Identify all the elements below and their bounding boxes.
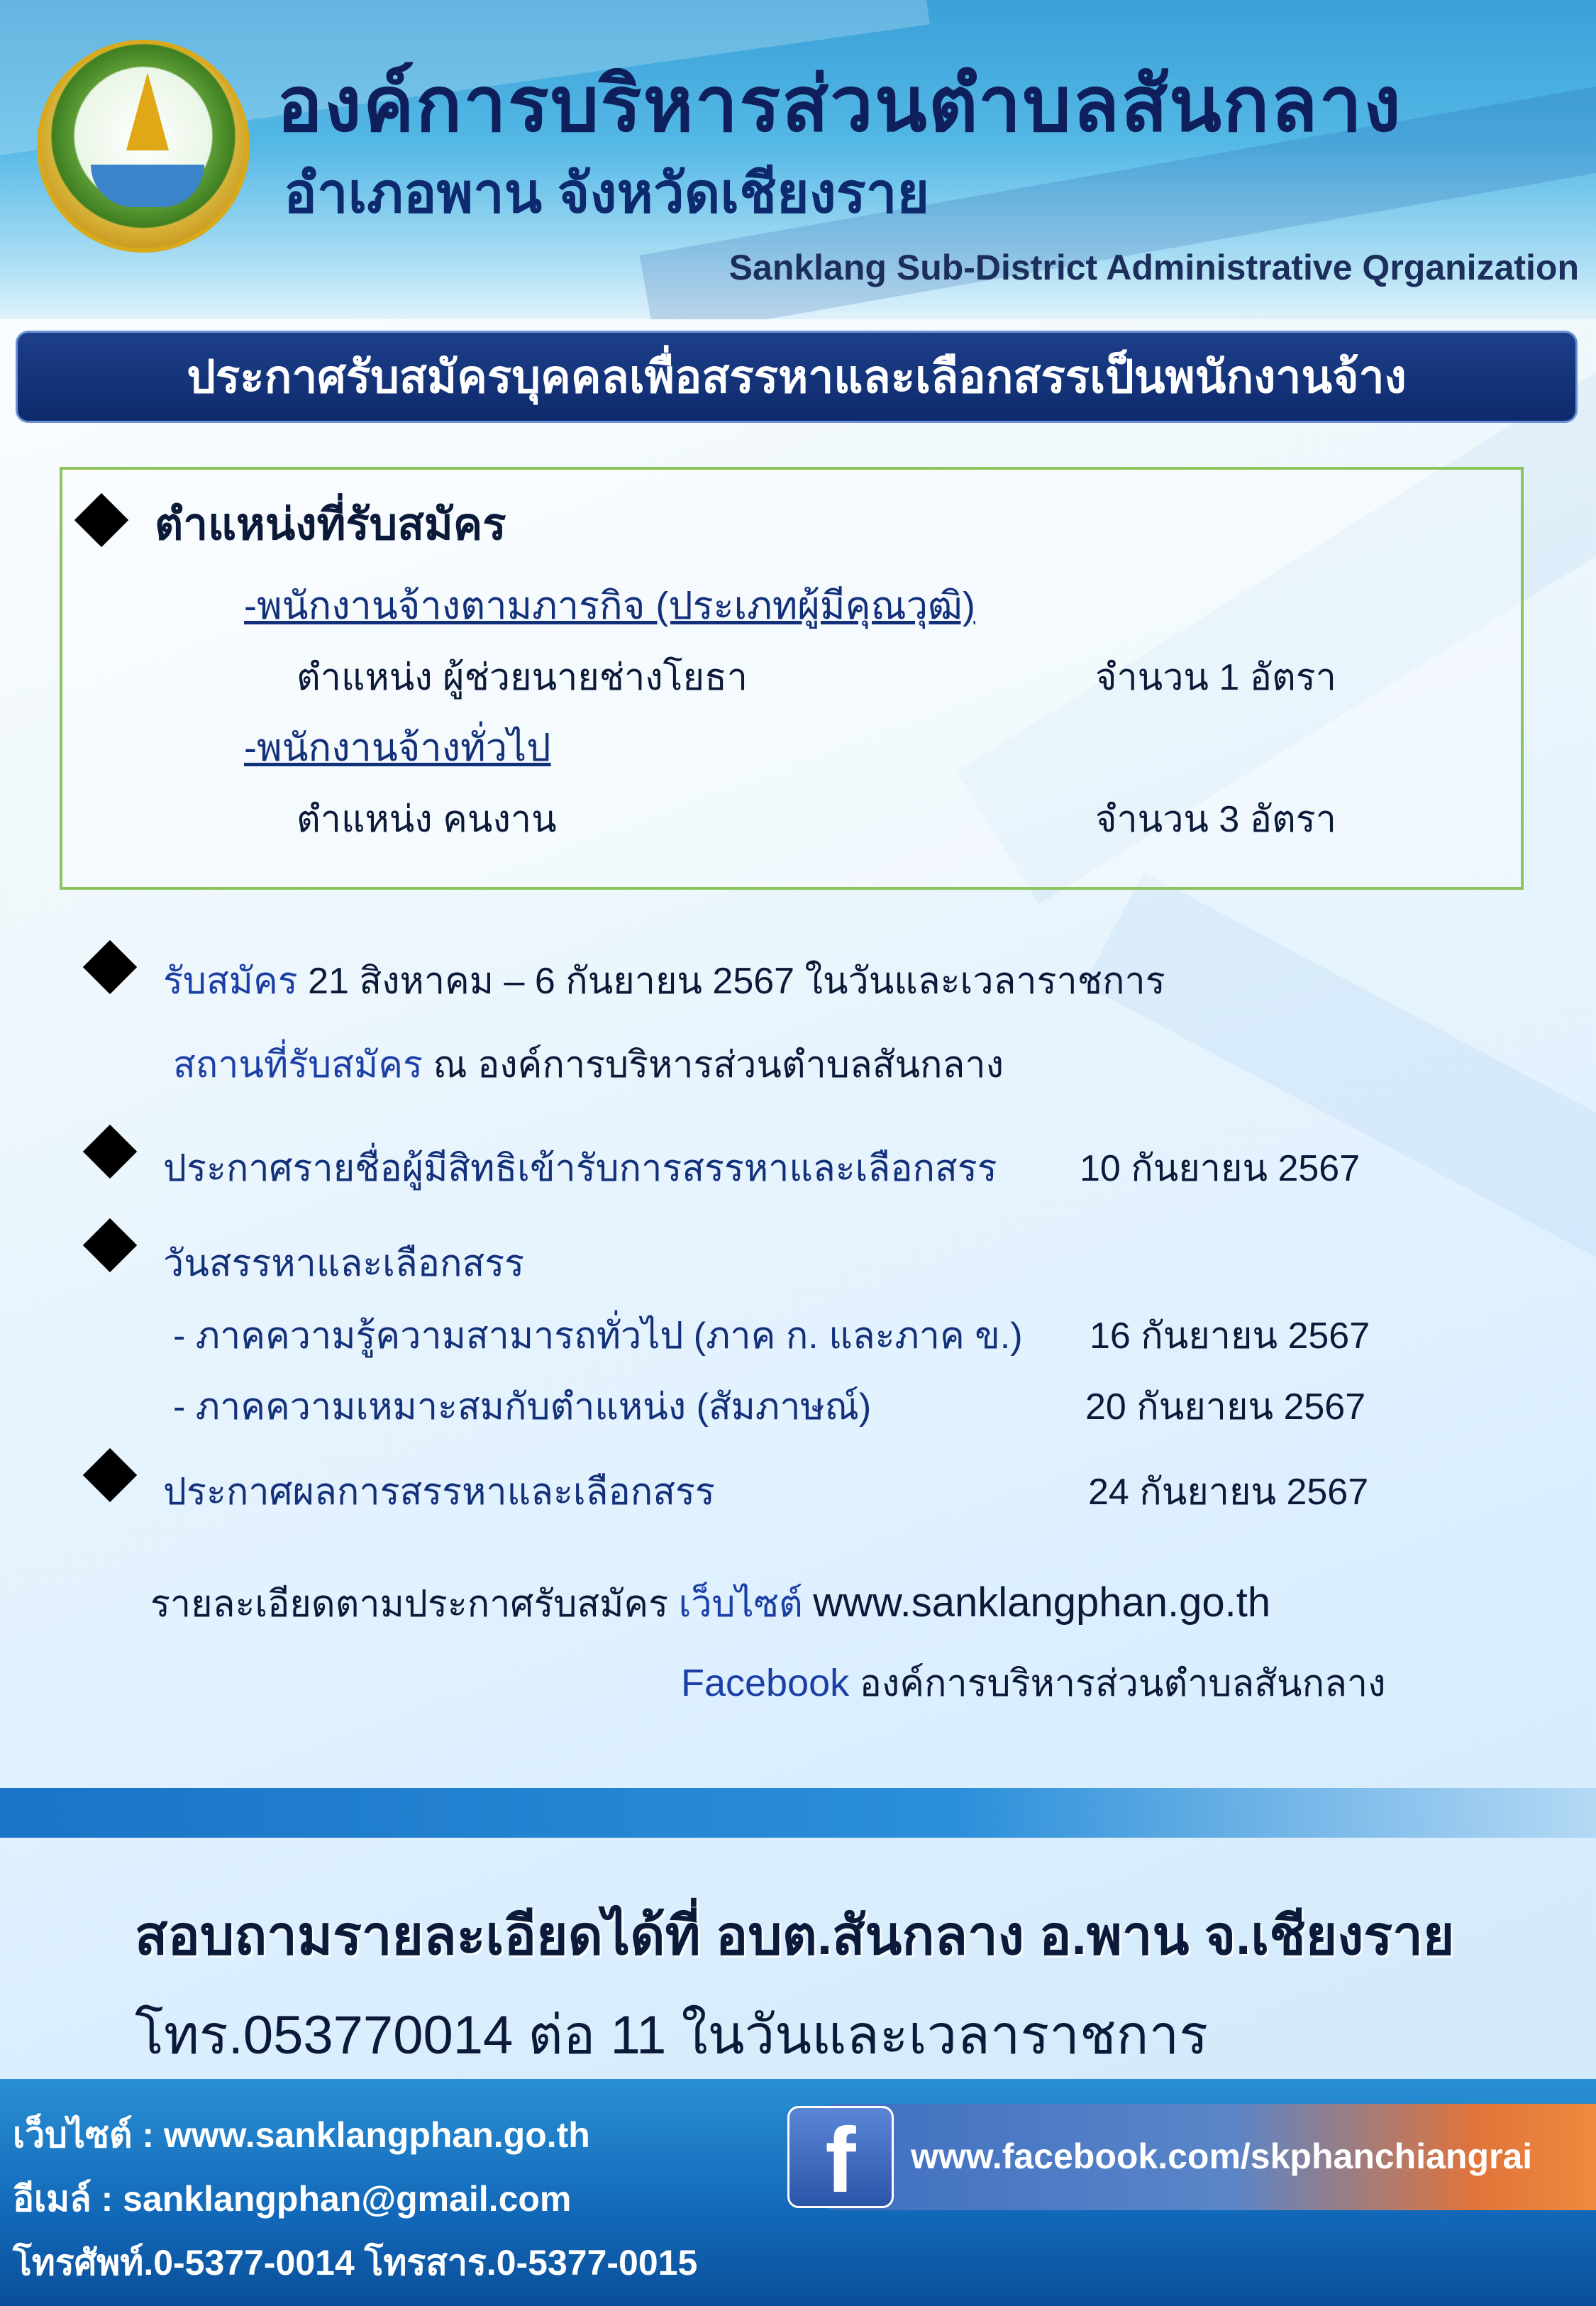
position-count: จำนวน 1 อัตรา	[1095, 657, 1336, 698]
application-place: ณ องค์การบริหารส่วนตำบลสันกลาง	[433, 1044, 1004, 1086]
details-prefix: รายละเอียดตามประกาศรับสมัคร	[150, 1584, 669, 1625]
organization-title: องค์การบริหารส่วนตำบลสันกลาง	[277, 61, 1402, 147]
footer-website[interactable]: เว็บไซต์ : www.sanklangphan.go.th	[13, 2115, 590, 2155]
position-category: -พนักงานจ้างตามภารกิจ (ประเภทผู้มีคุณวุฒิ)	[244, 585, 975, 627]
position-count: จำนวน 3 อัตรา	[1095, 799, 1336, 840]
facebook-icon[interactable]: f	[787, 2106, 894, 2208]
positions-box	[60, 467, 1524, 890]
seal-water	[91, 165, 204, 207]
results-label: ประกาศผลการสรรหาและเลือกสรร	[163, 1472, 715, 1513]
selection-item-date: 20 กันยายน 2567	[1085, 1386, 1366, 1428]
bullet-diamond-icon	[83, 1218, 137, 1272]
contact-phone-line: โทร.053770014 ต่อ 11 ในวันและเวลาราชการ	[135, 2005, 1209, 2065]
header-banner	[0, 0, 1596, 319]
announcement-title: ประกาศรับสมัครบุคคลเพื่อสรรหาและเลือกสรรเป็นพนักงานจ้าง	[187, 351, 1407, 402]
positions-heading: ตำแหน่งที่รับสมัคร	[155, 500, 506, 549]
organization-seal-logo	[37, 40, 250, 253]
announcement-title-bar	[16, 331, 1578, 423]
selection-item-label: - ภาคความเหมาะสมกับตำแหน่ง (สัมภาษณ์)	[173, 1386, 872, 1428]
details-facebook-name: องค์การบริหารส่วนตำบลสันกลาง	[859, 1663, 1386, 1704]
bullet-diamond-icon	[83, 940, 137, 994]
application-place-line	[173, 1035, 1004, 1093]
bullet-diamond-icon	[74, 493, 128, 547]
contact-line: สอบถามรายละเอียดได้ที่ อบต.สันกลาง อ.พาน จ.เชียงราย	[135, 1906, 1455, 1966]
application-period: 21 สิงหาคม – 6 กันยายน 2567 ในวันและเวลาราชการ	[308, 961, 1165, 1002]
selection-item-date: 16 กันยายน 2567	[1090, 1315, 1370, 1357]
details-website-line	[150, 1574, 1270, 1633]
organization-subtitle: อำเภอพาน จังหวัดเชียงราย	[284, 162, 930, 224]
position-category: -พนักงานจ้างทั่วไป	[244, 727, 551, 769]
selection-item-label: - ภาคความรู้ความสามารถทั่วไป (ภาค ก. และภาค ข.)	[173, 1315, 1023, 1357]
details-website-label: เว็บไซต์	[678, 1584, 803, 1625]
position-title: ตำแหน่ง ผู้ช่วยนายช่างโยธา	[297, 657, 748, 698]
bullet-diamond-icon	[83, 1125, 137, 1179]
application-label: รับสมัคร	[163, 961, 298, 1002]
candidate-list-label: ประกาศรายชื่อผู้มีสิทธิเข้ารับการสรรหาและเลือกสรร	[163, 1148, 997, 1189]
details-website-link[interactable]: www.sanklangphan.go.th	[813, 1579, 1271, 1626]
details-facebook-line	[681, 1653, 1386, 1712]
bullet-diamond-icon	[83, 1448, 137, 1502]
candidate-list-date: 10 กันยายน 2567	[1080, 1148, 1361, 1189]
selection-label: วันสรรหาและเลือกสรร	[163, 1243, 525, 1284]
details-facebook-label[interactable]: Facebook	[681, 1662, 850, 1704]
decorative-band	[0, 1788, 1596, 1838]
footer-email[interactable]: อีเมล์ : sanklangphan@gmail.com	[13, 2179, 572, 2219]
results-date: 24 กันยายน 2567	[1088, 1472, 1369, 1513]
application-period-line	[163, 951, 1165, 1010]
footer-facebook-url[interactable]: www.facebook.com/skphanchiangrai	[911, 2136, 1533, 2176]
organization-english-name: Sanklang Sub-District Administrative Qrganization	[728, 248, 1579, 287]
seal-pagoda	[126, 72, 169, 150]
position-title: ตำแหน่ง คนงาน	[297, 799, 557, 840]
application-place-label: สถานที่รับสมัคร	[173, 1044, 423, 1086]
footer-phone: โทรศัพท์.0-5377-0014 โทรสาร.0-5377-0015	[13, 2243, 698, 2283]
